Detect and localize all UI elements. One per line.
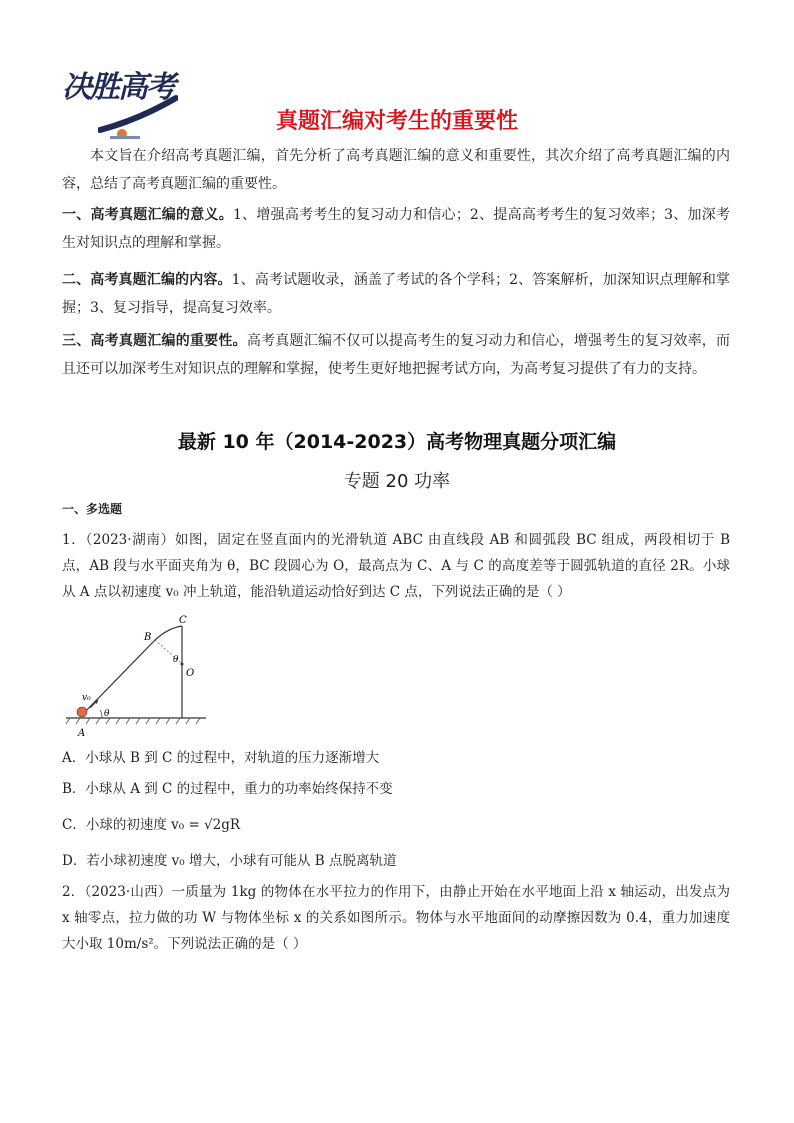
q1-option-d: D．若小球初速度 v₀ 增大，小球有可能从 B 点脱离轨道 xyxy=(62,853,397,869)
topic-subheading: 专题 20 功率 xyxy=(343,471,451,492)
point-3 xyxy=(62,327,730,383)
intro-paragraph: 本文旨在介绍高考真题汇编，首先分析了高考真题汇编的意义和重要性，其次介绍了高考真题汇编的内容，总结了高考真题汇编的重要性。 xyxy=(62,148,730,192)
label-theta-bottom: θ xyxy=(104,709,110,719)
q1-option-c: C．小球的初速度 v₀ = √2gR xyxy=(62,817,241,833)
collection-heading: 最新 10 年（2014-2023）高考物理真题分项汇编 xyxy=(177,431,617,453)
label-theta-top: θ xyxy=(173,655,179,665)
point-2 xyxy=(62,266,730,322)
q1-option-b: B．小球从 A 到 C 的过程中，重力的功率始终保持不变 xyxy=(62,781,393,797)
track-diagram xyxy=(62,612,222,744)
question-1-stem: 1．（2023·湖南）如图，固定在竖直面内的光滑轨道 ABC 由直线段 AB 和圆弧段 BC 组成，两段相切于 B 点，AB 段与水平面夹角为 θ，BC 段圆心为 O，最高点为 C、A 与 C 的高度差等于圆弧轨道的直径 2R。小球从 A 点以初速度 v₀ 冲上轨道，能沿轨道运动恰好到达 C 点，下列说法正确的是（ ） xyxy=(62,532,730,600)
point-3-label: 三、高考真题汇编的重要性。 xyxy=(62,333,247,349)
label-c: C xyxy=(179,615,187,626)
question-2-stem: 2．（2023·山西）一质量为 1kg 的物体在水平拉力的作用下，由静止开始在水平地面上沿 x 轴运动，出发点为 x 轴零点，拉力做的功 W 与物体坐标 x 的关系如图所示。物体与水平地面间的动摩擦因数为 0.4，重力加速度大小取 10m/s²。下列说法正确的是（ ） xyxy=(62,884,730,952)
label-b: B xyxy=(144,632,152,643)
q1-option-a: A．小球从 B 到 C 的过程中，对轨道的压力逐渐增大 xyxy=(62,750,380,766)
point-1-text: 1、增强高考考生的复习动力和信心；2、提高高考考生的复习效率；3、加深考生对知识点的理解和掌握。 xyxy=(62,207,730,251)
point-1-label: 一、高考真题汇编的意义。 xyxy=(62,207,234,223)
logo-text: 决胜高考 xyxy=(62,70,174,105)
section-title: 一、多选题 xyxy=(62,502,123,516)
point-3-text: 高考真题汇编不仅可以提高考生的复习动力和信心，增强考生的复习效率，而且还可以加深考生对知识点的理解和掌握，使考生更好地把握考试方向，为高考复习提供了有力的支持。 xyxy=(62,333,731,377)
label-v0: v₀ xyxy=(82,693,91,703)
point-2-text: 1、高考试题收录，涵盖了考试的各个学科；2、答案解析，加深知识点理解和掌握；3、复习指导，提高复习效率。 xyxy=(62,272,731,316)
label-o: O xyxy=(186,668,195,679)
label-a: A xyxy=(78,728,86,739)
point-2-label: 二、高考真题汇编的内容。 xyxy=(62,272,232,288)
point-1 xyxy=(62,201,730,257)
doc-title: 真题汇编对考生的重要性 xyxy=(275,109,518,134)
